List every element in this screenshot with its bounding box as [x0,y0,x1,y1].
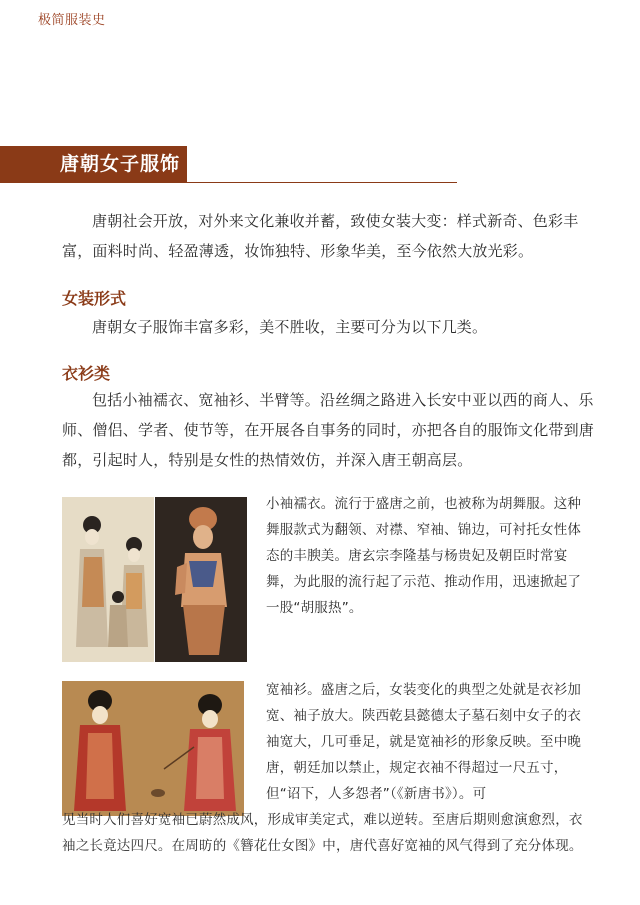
wide-sleeve-paragraph-full: 见当时人们喜好宽袖已蔚然成风，形成审美定式，难以逆转。至唐后期则愈演愈烈，衣袖之长竟达四尺。在周昉的《簪花仕女图》中，唐代喜好宽袖的风气得到了充分体现。 [62,812,583,854]
section-title-banner: 唐朝女子服饰 [0,146,187,183]
narrow-sleeve-paragraph: 小袖襦衣。流行于盛唐之前，也被称为胡舞服。这种舞服款式为翻领、对襟、窄袖、锦边，可衬托女性体态的丰腴美。唐玄宗李隆基与杨贵妃及朝臣时常宴舞，为此服的流行起了示范、推动作用，迅速掀起了一股“胡服热”。 [266,496,582,616]
running-head: 极简服装史 [38,13,106,28]
intro-paragraph: 唐朝社会开放，对外来文化兼收并蓄，致使女装大变：样式新奇、色彩丰富，面料时尚、轻盈薄透，妆饰独特、形象华美，至今依然大放光彩。 [62,212,579,260]
wide-sleeve-paragraph-side: 宽袖衫。盛唐之后，女装变化的典型之处就是衣衫加宽、袖子放大。陕西乾县懿德太子墓石刻中女子的衣袖宽大，几可垂足，就是宽袖衫的形象反映。至中晚唐，朝廷加以禁止，规定衣袖不得超过一尺五寸，但“诏下，人多怨者”（《新唐书》）。可 [266,682,582,802]
court-ladies-painting-image [62,497,154,662]
robes-heading: 衣衫类 [62,364,111,383]
forms-heading: 女装形式 [62,289,127,308]
tang-figurine-image [155,497,247,662]
forms-paragraph: 唐朝女子服饰丰富多彩，美不胜收，主要可分为以下几类。 [92,318,488,336]
robes-paragraph: 包括小袖襦衣、宽袖衫、半臂等。沿丝绸之路进入长安中亚以西的商人、乐师、僧侣、学者、使节等，在开展各自事务的同时，亦把各自的服饰文化带到唐都，引起时人，特别是女性的热情效仿，并深入唐王朝高层。 [62,391,595,469]
section-rule [187,182,457,183]
hairpin-ladies-painting-image [62,681,244,816]
